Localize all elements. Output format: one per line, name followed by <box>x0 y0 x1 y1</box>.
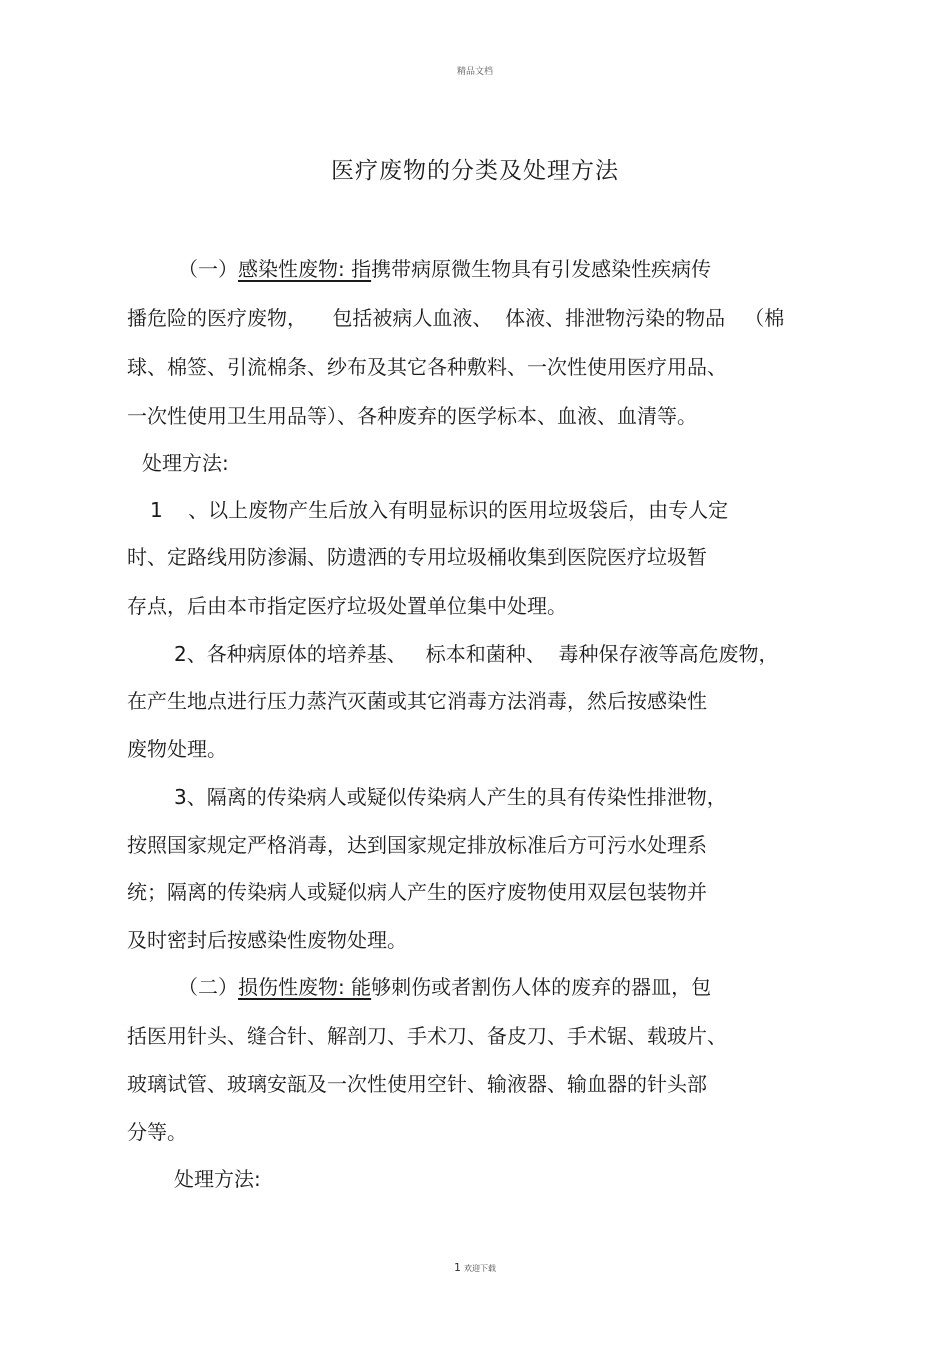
item3-line4: 及时密封后按感染性废物处理。 <box>127 928 407 952</box>
section1-line3: 球、棉签、引流棉条、纱布及其它各种敷料、一次性使用医疗用品、 <box>127 355 727 379</box>
page-footer <box>0 1261 950 1274</box>
section1-line4: 一次性使用卫生用品等）、各种废弃的医学标本、血液、血清等。 <box>127 404 697 428</box>
section1-prefix: （一） <box>178 257 238 281</box>
item2-line3: 废物处理。 <box>127 737 227 761</box>
page-header: 精品文档 <box>456 67 493 77</box>
section1-term: 感染性废物: 指 <box>238 257 372 281</box>
section2-line3: 玻璃试管、玻璃安瓿及一次性使用空针、输液器、输血器的针头部 <box>127 1072 707 1096</box>
item2-line1: 2、各种病原体的培养基、 标本和菌种、 毒种保存液等高危废物， <box>174 642 779 666</box>
section2-heading-line <box>178 974 711 1000</box>
section2-line1-rest: 够刺伤或者割伤人体的废弃的器皿，包 <box>371 975 712 999</box>
item1-line1: 1 、以上废物产生后放入有明显标识的医用垃圾袋后，由专人定 <box>150 498 729 522</box>
section2-line2: 括医用针头、缝合针、解剖刀、手术刀、备皮刀、手术锯、载玻片、 <box>127 1024 727 1048</box>
item3-line3: 统；隔离的传染病人或疑似病人产生的医疗废物使用双层包装物并 <box>127 880 707 904</box>
item3-line2: 按照国家规定严格消毒，达到国家规定排放标准后方可污水处理系 <box>127 833 707 857</box>
section1-method-label: 处理方法: <box>142 451 229 475</box>
section1-heading-line <box>178 256 711 282</box>
item3-line1: 3、隔离的传染病人或疑似传染病人产生的具有传染性排泄物， <box>174 785 727 809</box>
section2-method-label: 处理方法: <box>174 1167 261 1191</box>
section1-line1-rest: 携带病原微生物具有引发感染性疾病传 <box>371 257 712 281</box>
page-number: 1 <box>454 1261 461 1274</box>
document-title: 医疗废物的分类及处理方法 <box>331 158 619 184</box>
item1-line3: 存点，后由本市指定医疗垃圾处置单位集中处理。 <box>127 594 567 618</box>
section1-line2: 播危险的医疗废物， 包括被病人血液、 体液、排泄物污染的物品 （棉 <box>127 306 785 330</box>
section2-term: 损伤性废物: 能 <box>238 975 372 999</box>
footer-text: 欢迎下载 <box>464 1264 496 1273</box>
section2-prefix: （二） <box>178 975 238 999</box>
item2-line2: 在产生地点进行压力蒸汽灭菌或其它消毒方法消毒，然后按感染性 <box>127 689 707 713</box>
item1-line2: 时、定路线用防渗漏、防遗洒的专用垃圾桶收集到医院医疗垃圾暂 <box>127 545 707 569</box>
section2-line4: 分等。 <box>127 1120 187 1144</box>
